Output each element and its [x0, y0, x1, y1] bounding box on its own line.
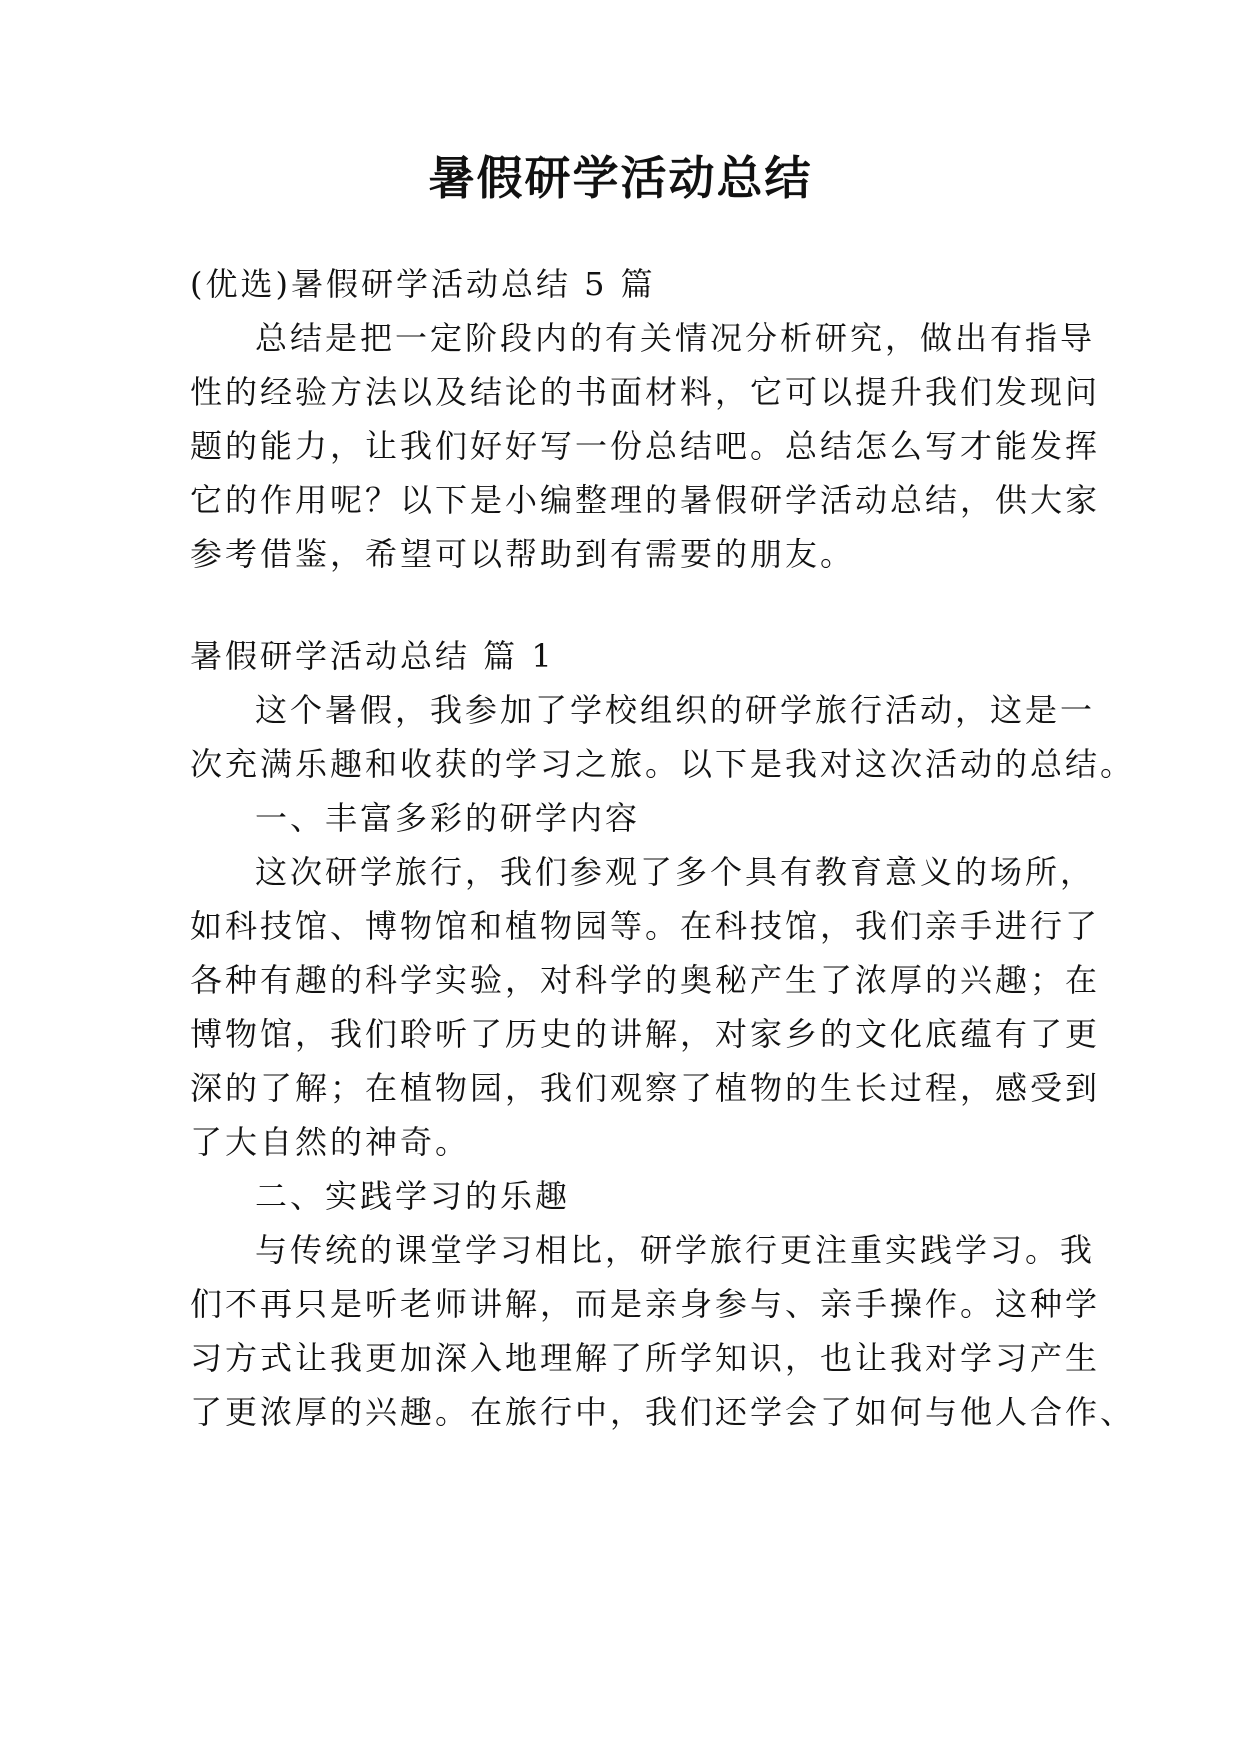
intro-line: 总结是把一定阶段内的有关情况分析研究，做出有指导 [255, 319, 1096, 357]
document-subtitle: (优选)暑假研学活动总结 5 篇 [190, 265, 656, 303]
body-line: 这个暑假，我参加了学校组织的研学旅行活动，这是一 [255, 691, 1096, 729]
intro-line: 参考借鉴，希望可以帮助到有需要的朋友。 [190, 535, 856, 573]
intro-line: 性的经验方法以及结论的书面材料，它可以提升我们发现问 [190, 373, 1101, 411]
body-line: 了更浓厚的兴趣。在旅行中，我们还学会了如何与他人合作、 [190, 1393, 1136, 1431]
body-line: 深的了解；在植物园，我们观察了植物的生长过程，感受到 [190, 1069, 1101, 1107]
body-line: 与传统的课堂学习相比，研学旅行更注重实践学习。我 [255, 1231, 1096, 1269]
section-heading: 暑假研学活动总结 篇 1 [190, 637, 555, 675]
body-line: 博物馆，我们聆听了历史的讲解，对家乡的文化底蕴有了更 [190, 1015, 1101, 1053]
intro-line: 题的能力，让我们好好写一份总结吧。总结怎么写才能发挥 [190, 427, 1101, 465]
body-line: 如科技馆、博物馆和植物园等。在科技馆，我们亲手进行了 [190, 907, 1101, 945]
body-line: 各种有趣的科学实验，对科学的奥秘产生了浓厚的兴趣；在 [190, 961, 1101, 999]
body-line: 了大自然的神奇。 [190, 1123, 471, 1161]
body-line: 习方式让我更加深入地理解了所学知识，也让我对学习产生 [190, 1339, 1101, 1377]
intro-line: 它的作用呢？以下是小编整理的暑假研学活动总结，供大家 [190, 481, 1101, 519]
document-title: 暑假研学活动总结 [428, 151, 813, 205]
body-line: 们不再只是听老师讲解，而是亲身参与、亲手操作。这种学 [190, 1285, 1101, 1323]
subheading: 二、实践学习的乐趣 [255, 1177, 571, 1215]
subheading: 一、丰富多彩的研学内容 [255, 799, 641, 837]
body-line: 这次研学旅行，我们参观了多个具有教育意义的场所， [255, 853, 1096, 891]
body-line: 次充满乐趣和收获的学习之旅。以下是我对这次活动的总结。 [190, 745, 1136, 783]
